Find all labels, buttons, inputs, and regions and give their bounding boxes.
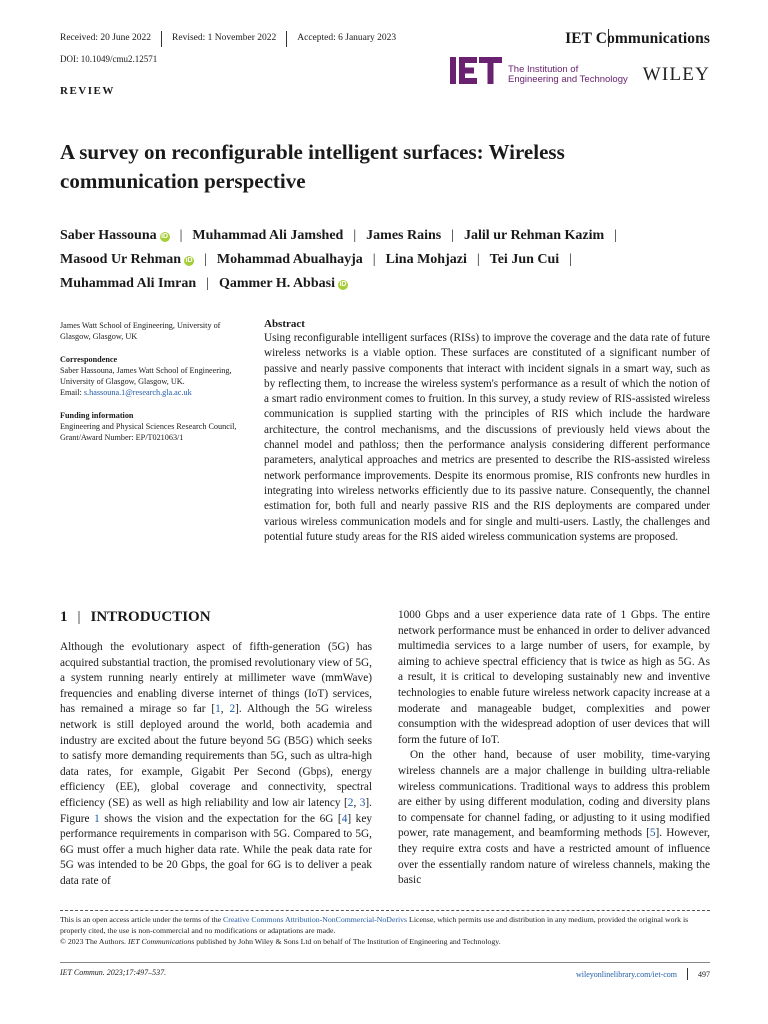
author-name[interactable]: Muhammad Ali Imran	[60, 276, 197, 291]
funding-text: Engineering and Physical Sciences Research Council, Grant/Award Number: EP/T021063/1	[60, 422, 237, 442]
author-name[interactable]: Muhammad Ali Jamshed	[192, 228, 344, 243]
citation-link[interactable]: 1	[215, 703, 221, 716]
paragraph: 1000 Gbps and a user experience data rate of 1 Gbps. The entire network performance must be enhanced in order to deliver advanced multimedia services to a large number of users, for example, by aiming to achieve spectral efficiency that is twice as high as 5G. As a result, it is critical to developing sustainably new and inventive technologies to enable future wireless network capacity increase at a moderate and manageable budget, complexities and power consumption with the widespread adoption of user devices that will form the future of IoT.	[398, 609, 710, 746]
author-separator: |	[476, 252, 480, 267]
author-name[interactable]: Mohammad Abualhayja	[216, 252, 363, 267]
author-list	[60, 224, 710, 296]
accepted-date: Accepted: 6 January 2023	[297, 33, 397, 43]
abstract-text: Using reconfigurable intelligent surfaces (RISs) to improve the coverage and the data rate of future wireless networks is a viable option. These surfaces are constituted of a significant number of passive and nearly passive components that interact with incident signals in a smart way, such as by reflecting them, to increase the wireless system's performance as a result of which the notion of a smart radio environment comes to fruition. In this survey, a study review of RIS-assisted wireless communication is supplied starting with the principles of RIS which include the hardware architecture, the control mechanisms, and the discussions of previously held views about the channel model and pathloss; then the performance analysis considering different performance parameters, analytical approaches and metrics are presented to describe the RIS-assisted wireless network performance improvements. Despite its enormous promise, RIS confronts new hurdles in integrating into wireless networks efficiently due to its passive nature. Consequently, the channel estimation for, both full and nearly passive RIS and the RIS deployments are compared under various wireless communication models and for single and multi-users. Lastly, the challenges and potential future study areas for the RIS aided wireless communication systems are proposed.	[264, 332, 710, 543]
divider	[687, 968, 688, 980]
page-number: 497	[698, 969, 710, 979]
author-name[interactable]: James Rains	[366, 228, 442, 243]
author-separator: |	[569, 252, 572, 267]
citation-footer: IET Commun. 2023;17:497–537.	[60, 968, 167, 977]
iet-logo-text: The Institution of Engineering and Technology	[508, 64, 628, 85]
author-separator: |	[614, 228, 617, 243]
journal-name: IET Communications	[565, 30, 710, 47]
revised-date: Revised: 1 November 2022	[172, 33, 277, 43]
author-name[interactable]: Saber Hassouna	[60, 228, 157, 243]
author-name[interactable]: Masood Ur Rehman	[60, 252, 182, 267]
author-name[interactable]: Jalil ur Rehman Kazim	[464, 228, 605, 243]
email-link[interactable]: s.hassouna.1@research.gla.ac.uk	[83, 388, 192, 397]
orcid-icon[interactable]: iD	[161, 233, 169, 240]
section-number: 1	[60, 609, 68, 625]
author-separator: |	[353, 228, 357, 243]
author-separator: |	[372, 252, 376, 267]
author-separator: |	[206, 276, 209, 291]
author-separator: |	[204, 252, 207, 267]
funding-heading: Funding information	[60, 411, 134, 420]
figure-link[interactable]: 1	[94, 812, 100, 825]
doi[interactable]: DOI: 10.1049/cmu2.12571	[60, 54, 158, 64]
email-line: Email: s.hassouna.1@research.gla.ac.uk	[60, 388, 192, 397]
page-footer	[576, 968, 710, 980]
wiley-logo: WILEY	[642, 64, 710, 85]
affiliation: James Watt School of Engineering, University of Glasgow, Glasgow, UK	[60, 321, 221, 341]
publisher-logos	[450, 55, 710, 87]
received-date: Received: 20 June 2022	[60, 33, 152, 43]
abstract-heading: Abstract	[264, 318, 305, 330]
author-separator: |	[179, 228, 183, 243]
journal-url-link[interactable]: wileyonlinelibrary.com/iet-com	[575, 969, 677, 979]
citation-link[interactable]: 4	[341, 812, 348, 825]
body-column-right	[398, 608, 710, 889]
history-dates	[60, 33, 396, 47]
divider: |	[77, 609, 81, 625]
section-heading	[60, 609, 211, 626]
citation-link[interactable]: 3	[359, 796, 366, 809]
license-footnote: This is an open access article under the terms of the Creative Commons Attribution-NonCommercial-NoDerivs License, which permits use and distribution in any medium, provided the original work is properly cited, the use is non-commercial and no modifications or adaptations are made. © 2023 The Authors. IET Communications published by John Wiley & Sons Ltd on behalf of The Institution of Engineering and Technology.	[60, 915, 689, 946]
orcid-icon[interactable]: iD	[185, 257, 193, 264]
divider	[286, 31, 287, 47]
footer-divider	[60, 962, 710, 963]
article-title: A survey on reconfigurable intelligent surfaces: Wireless communication perspective	[60, 140, 565, 193]
abstract	[264, 318, 710, 545]
paragraph: Although the evolutionary aspect of fifth-generation (5G) has acquired substantial traction, the promised revolutionary view of 5G, a system running nearly entirely at millimeter wave (mmWave) frequencies and enabling diverse internet of things (IoT) services, has remained a mirage so far [1, 2]. Although the 5G wireless network is still deployed around the world, both academia and industry are excited about the future beyond 5G (B5G) which seeks to satisfy more demanding requirements than 5G, such as ultra-high data rates, for example, Gigabit Per Second (Gbps), energy efficiency (EE), global coverage and connectivity, spectral efficiency (SE) as well as high reliability and low air latency [2, 3]. Figure 1 shows the vision and the expectation for the 6G [4] key performance requirements in comparison with 5G. Compared to 5G, 6G must offer a much higher data rate. While the peak data rate for 5G was intended to be 20 Gbps, the goal for 6G is to deliver a peak data rate of	[60, 641, 372, 887]
correspondence-heading: Correspondence	[60, 355, 118, 364]
citation-link[interactable]: 2	[347, 796, 354, 809]
article-header	[60, 31, 710, 51]
author-name[interactable]: Qammer H. Abbasi	[218, 276, 335, 291]
author-name[interactable]: Lina Mohjazi	[385, 252, 467, 267]
author-name[interactable]: Tei Jun Cui	[489, 252, 560, 267]
correspondence-text: Saber Hassouna, James Watt School of Engineering, University of Glasgow, Glasgow, UK.	[60, 366, 232, 386]
paragraph: On the other hand, because of user mobility, time-varying wireless channels are a major challenge in building ultra-reliable wireless communications. Traditional ways to address this problem are either by using different modulation, coding and diversity plans to compensate for channel fading, or adjusting to it using modified power, rate management, and beamforming methods [5]. However, they require extra costs and have a restricted amount of influence over the essentially random nature of wireless channels, making the basic	[398, 749, 711, 887]
iet-logo-icon	[450, 57, 502, 84]
section-title: INTRODUCTION	[90, 609, 211, 625]
article-info-sidebar	[60, 320, 240, 443]
body-column-left	[60, 640, 372, 890]
citation-link[interactable]: 2	[229, 703, 236, 716]
footnote-divider	[60, 910, 710, 911]
citation-link[interactable]: 5	[649, 827, 656, 840]
license-link[interactable]: Creative Commons Attribution-NonCommercial-NoDerivs	[223, 915, 408, 924]
orcid-icon[interactable]: iD	[339, 281, 347, 288]
divider	[161, 31, 162, 47]
article-type: REVIEW	[60, 85, 115, 97]
author-separator: |	[451, 228, 455, 243]
